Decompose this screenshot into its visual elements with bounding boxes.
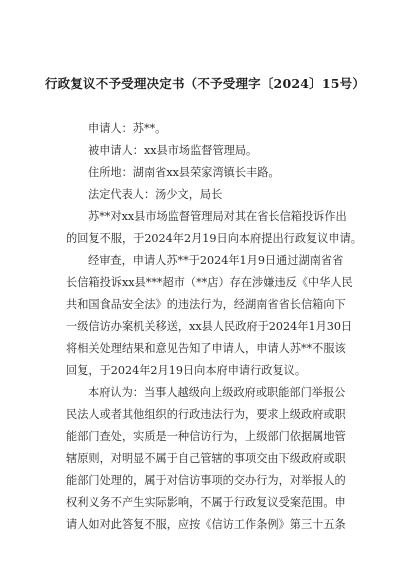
paragraph2-line: 将相关处理结果和意见告知了申请人，申请人苏**不服该	[66, 342, 346, 355]
paragraph1-line: 的回复不服，于2024年2月19日向本府提出行政复议申请。	[66, 232, 362, 245]
paragraph3-line: 民法人或者其他组织的行政违法行为，要求上级政府或职	[66, 408, 346, 421]
applicant-line: 申请人：苏**。	[88, 122, 167, 135]
paragraph3-line: 能部门查处，实质是一种信访行为，上级部门依据属地管	[66, 430, 346, 443]
paragraph3-line: 能部门处理的，属于对信访事项的交办行为，对举报人的	[66, 474, 346, 487]
respondent-line: 被申请人：xx县市场监督管理局。	[88, 144, 258, 157]
document-title: 行政复议不予受理决定书（不予受理字〔2024〕15号）	[44, 76, 366, 91]
paragraph2-line: 共和国食品安全法》的违法行为，经湖南省省长信箱向下	[66, 298, 346, 311]
paragraph2-line: 经审查，申请人苏**于2024年1月9日通过湖南省省	[88, 254, 344, 267]
paragraph2-line: 一级信访办案机关移送，xx县人民政府于2024年1月30日	[66, 320, 353, 333]
paragraph3-line: 本府认为：当事人越级向上级政府或职能部门举报公	[88, 386, 346, 399]
paragraph3-line: 辖原则，对明显不属于自己管辖的事项交由下级政府或职	[66, 452, 346, 465]
paragraph3-line: 请人如对此答复不服，应按《信访工作条例》第三十五条	[66, 518, 346, 531]
paragraph1-line: 苏**对xx县市场监督管理局对其在省长信箱投诉作出	[88, 210, 347, 223]
paragraph2-line: 回复，于2024年2月19日向本府申请行政复议。	[66, 364, 307, 377]
paragraph2-line: 长信箱投诉xx县***超市（**店）存在涉嫌违反《中华人民	[66, 276, 353, 289]
address-line: 住所地：湖南省xx县荣家湾镇长丰路。	[88, 166, 280, 179]
legal-representative-line: 法定代表人：汤少文，局长	[88, 188, 223, 201]
paragraph3-line: 权利义务不产生实际影响，不属于行政复议受案范围。申	[66, 496, 346, 509]
